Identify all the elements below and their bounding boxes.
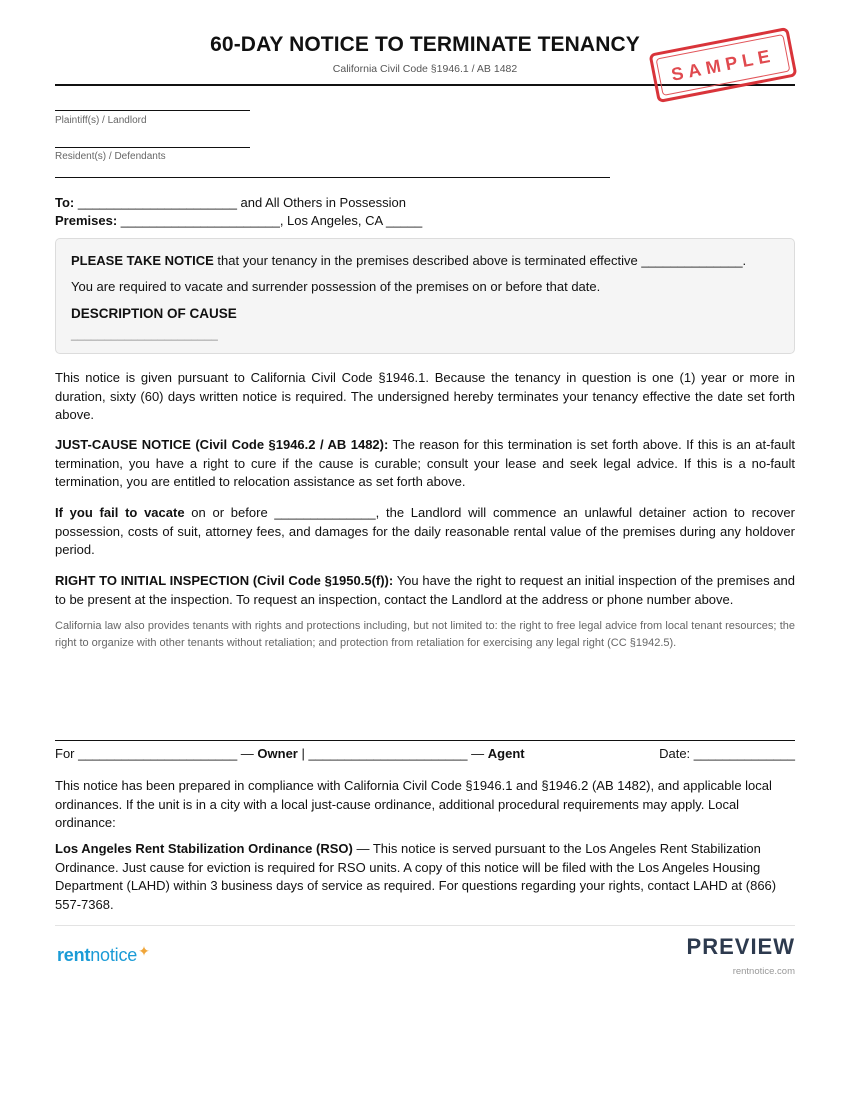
- rso-heading: Los Angeles Rent Stabilization Ordinance (RSO): [55, 841, 353, 856]
- notice-vacate: You are required to vacate and surrender possession of the premises on or before that date.: [71, 279, 601, 294]
- notice-lead-bold: PLEASE TAKE NOTICE: [71, 253, 214, 268]
- premises-label: Premises:: [55, 213, 118, 228]
- to-value: ______________________ and All Others in Possession: [74, 195, 407, 210]
- site-url: rentnotice.com: [732, 966, 795, 977]
- notice-box: [55, 238, 795, 354]
- document-subtitle: California Civil Code §1946.1 / AB 1482: [332, 63, 518, 75]
- plaintiff-blank-line: [55, 110, 250, 111]
- rso-paragraph: [55, 840, 795, 914]
- fail-to-vacate-heading: If you fail to vacate: [55, 505, 185, 520]
- logo-rest: notice: [90, 945, 138, 965]
- rso-text: — This notice is served pursuant to the Los Angeles Rent Stabilization Ordinance. Just cause for eviction is required for RSO units. A copy of this notice will be filed with the Los Angeles Housing Department (LAHD) within 3 business days of service as required. For questions regarding your rights, contact LAHD at (866) 557-7368.: [55, 841, 777, 912]
- inspection-text: You have the right to request an initial inspection of the premises and to be present at the inspection. To request an inspection, contact the Landlord at the address or phone number above.: [55, 573, 796, 607]
- parties-divider: [55, 177, 610, 178]
- resident-label: Resident(s) / Defendants: [55, 151, 166, 162]
- resident-blank-line: [55, 147, 250, 148]
- date-field: Date: ______________: [659, 746, 795, 761]
- statute-paragraph: This notice is given pursuant to California Civil Code §1946.1. Because the tenancy in question is one (1) year or more in duration, sixty (60) days written notice is required. The undersigned hereby terminates your tenancy effective the date set forth above.: [55, 370, 795, 422]
- for-label: For ______________________ —: [55, 746, 258, 761]
- signature-for: [55, 746, 525, 761]
- agent-label: Agent: [487, 746, 525, 761]
- signature-mid: | ______________________ —: [297, 746, 488, 761]
- notice-lead: [71, 253, 746, 268]
- cause-heading: DESCRIPTION OF CAUSE: [71, 306, 237, 321]
- fail-to-vacate-paragraph: [55, 504, 795, 560]
- rentnotice-logo: [57, 945, 150, 966]
- fail-to-vacate-text: on or before ______________, the Landlord will commence an unlawful detainer action to recover possession, costs of suit, attorney fees, and damages for the daily reasonable rental value of the premises during any holdover period.: [55, 505, 795, 557]
- owner-label: Owner: [257, 746, 298, 761]
- just-cause-text: The reason for this termination is set forth above. If this is an at-fault termination, you have a right to cure if the cause is curable; consult your lease and seek legal advice. If this is a no-fault termination, you are entitled to relocation assistance as set forth above.: [55, 437, 795, 489]
- just-cause-paragraph: [55, 436, 795, 492]
- notice-lead-rest: that your tenancy in the premises described above is terminated effective ______________.: [213, 253, 747, 268]
- footer-divider: [55, 925, 795, 926]
- premises-line: [55, 213, 422, 228]
- document-title: 60-DAY NOTICE TO TERMINATE TENANCY: [210, 33, 640, 56]
- inspection-paragraph: [55, 572, 795, 609]
- cause-blank: ______________________: [71, 327, 218, 341]
- preview-watermark: PREVIEW: [686, 934, 795, 959]
- just-cause-heading: JUST-CAUSE NOTICE (Civil Code §1946.2 / AB 1482):: [55, 437, 389, 452]
- signature-line: [55, 740, 795, 741]
- to-line: [55, 195, 406, 210]
- tenant-rights-paragraph: California law also provides tenants with rights and protections including, but not limited to: the right to free legal advice from local tenant resources; the right to organize with other tenants without retaliation; and protection from retaliation for exercising any legal right (CC §1942.5).: [55, 620, 795, 649]
- inspection-heading: RIGHT TO INITIAL INSPECTION (Civil Code §1950.5(f)):: [55, 573, 394, 588]
- plaintiff-label: Plaintiff(s) / Landlord: [55, 115, 147, 126]
- to-label: To:: [55, 195, 75, 210]
- sample-stamp: SAMPLE: [649, 27, 798, 103]
- sparkle-icon: ✦: [138, 943, 150, 959]
- premises-value: ______________________, Los Angeles, CA _____: [117, 213, 423, 228]
- compliance-paragraph: This notice has been prepared in compliance with California Civil Code §1946.1 and §1946.2 (AB 1482), and applicable local ordinances. If the unit is in a city with a local just-cause ordinance, additional procedural requirements may apply. Local ordinance:: [55, 778, 772, 830]
- logo-bold: rent: [57, 945, 91, 965]
